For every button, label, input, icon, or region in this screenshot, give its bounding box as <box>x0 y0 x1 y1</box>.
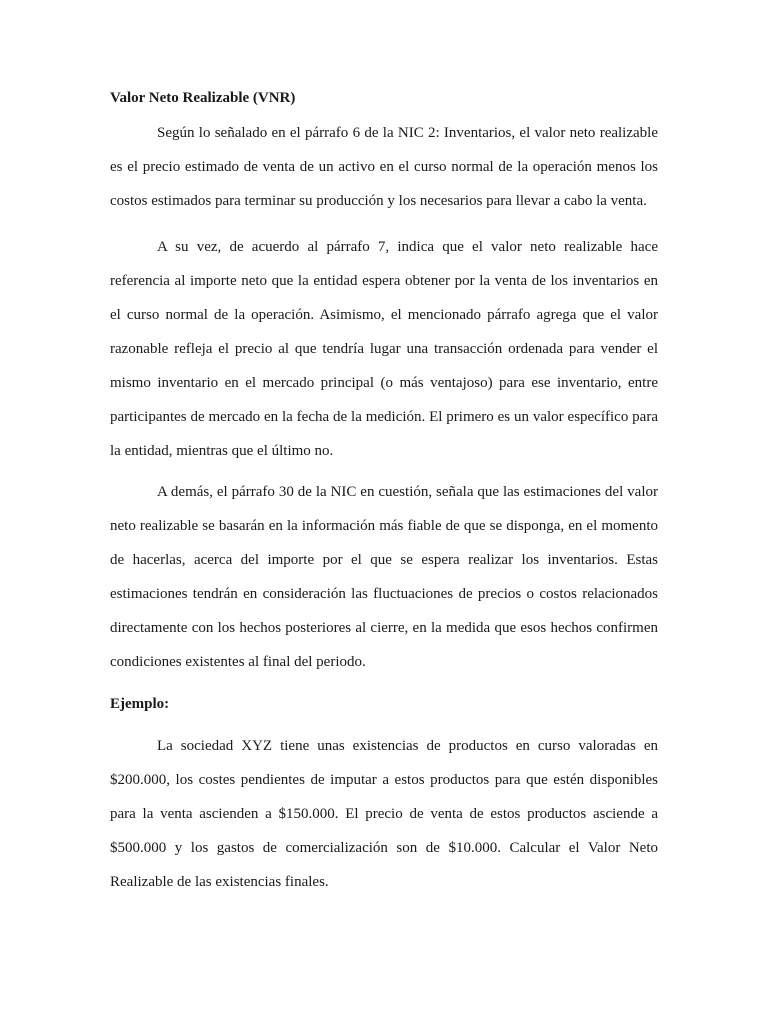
example-heading: Ejemplo: <box>110 696 170 712</box>
paragraph-definition: Según lo señalado en el párrafo 6 de la NIC 2: Inventarios, el valor neto realizable es el precio estimado de venta de un activo en el curso normal de la operación menos los costos estimados para terminar su producción y los necesarios para llevar a cabo la venta. <box>110 125 658 209</box>
example-paragraph: La sociedad XYZ tiene unas existencias de productos en curso valoradas en $200.000, los costes pendientes de imputar a estos productos para que estén disponibles para la venta ascienden a $150.000. El precio de venta de estos productos asciende a $500.000 y los gastos de comercialización son de $10.000. Calcular el Valor Neto Realizable de las existencias finales. <box>110 738 658 890</box>
paragraph-parrafo-7: A su vez, de acuerdo al párrafo 7, indica que el valor neto realizable hace referencia al importe neto que la entidad espera obtener por la venta de los inventarios en el curso normal de la operación. Asimismo, el mencionado párrafo agrega que el valor razonable refleja el precio al que tendría lugar una transacción ordenada para vender el mismo inventario en el mercado principal (o más ventajoso) para ese inventario, entre participantes de mercado en la fecha de la medición. El primero es un valor específico para la entidad, mientras que el último no. <box>110 239 658 459</box>
document-title: Valor Neto Realizable (VNR) <box>110 90 296 106</box>
paragraph-parrafo-30: A demás, el párrafo 30 de la NIC en cuestión, señala que las estimaciones del valor neto realizable se basarán en la información más fiable de que se disponga, en el momento de hacerlas, acerca del importe por el que se espera realizar los inventarios. Estas estimaciones tendrán en consideración las fluctuaciones de precios o costos relacionados directamente con los hechos posteriores al cierre, en la medida que esos hechos confirmen condiciones existentes al final del periodo. <box>110 484 658 670</box>
